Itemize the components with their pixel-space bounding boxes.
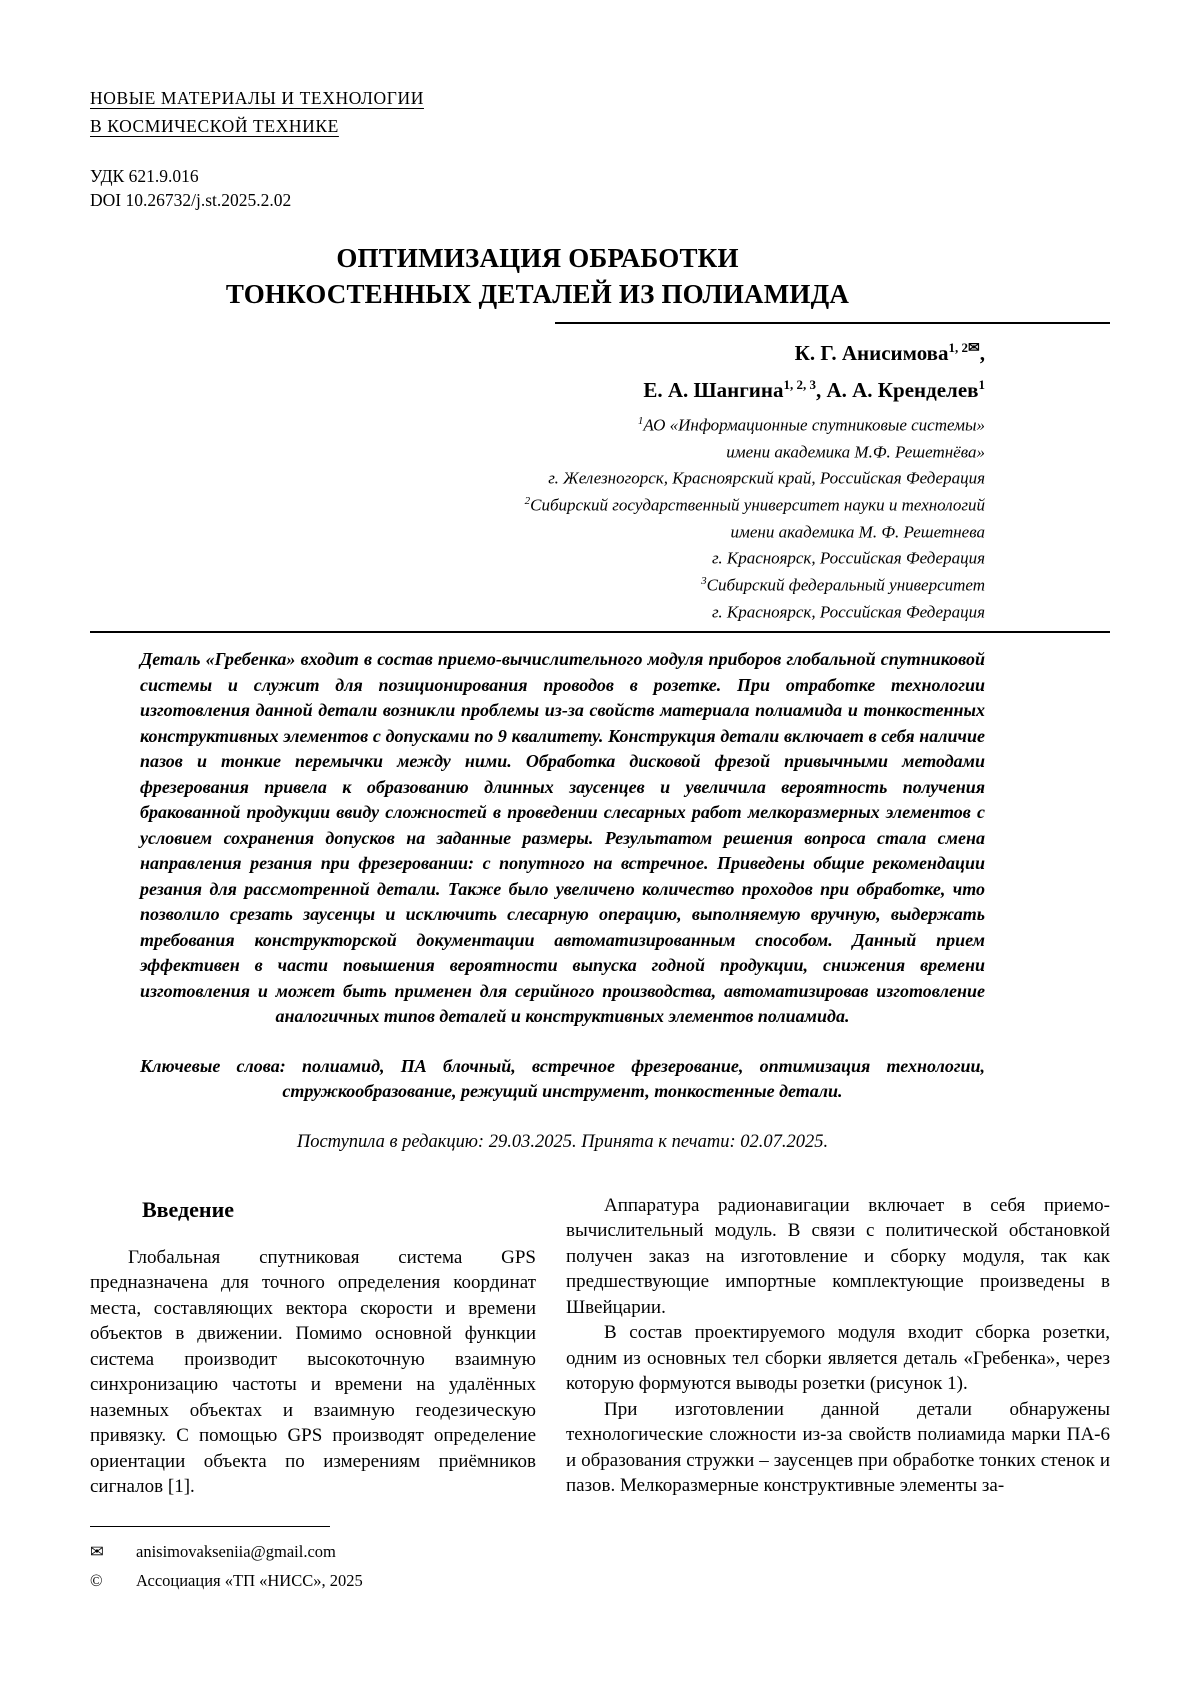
affiliation-text: г. Красноярск, Российская Федерация — [712, 548, 985, 568]
author-affil-sup-1: 1, 2 — [948, 340, 969, 355]
affiliation-text: имени академика М.Ф. Решетнёва» — [726, 442, 985, 462]
copyright-icon: © — [90, 1570, 103, 1590]
affiliation-text: АО «Информационные спутниковые системы» — [643, 415, 985, 435]
affiliation-text: Сибирский федеральный университет — [706, 575, 985, 595]
author-affil-sup-3: 1 — [978, 377, 985, 392]
author-name-3: А. А. Кренделев — [826, 378, 979, 402]
abstract-text: Деталь «Гребенка» входит в состав приемо-вычислительного модуля приборов глобальной спутниковой системы и служит для позиционирования проводов в розетке. При отработке технологии изготовления данной детали возникли проблемы из-за свойств материала полиамида и тонкостенных конструктивных элементов с допусками по 9 квалитету. Конструкция детали включает в себя наличие пазов и тонкие перемычки между ними. Обработка дисковой фрезой привычными методами фрезерования привела к образованию длинных заусенцев и увеличила вероятность получения бракованной продукции ввиду сложностей в проведении слесарных работ мелкоразмерных элементов с условием сохранения допусков на заданные размеры. Результатом решения вопроса стала смена направления резания при фрезеровании: с попутного на встречное. Приведены общие рекомендации резания для рассмотренной детали. Также было увеличено количество проходов при обработке, что позволило срезать заусенцы и исключить слесарную операцию, выполняемую вручную, выдержать требования конструкторской документации автоматизированным способом. Данный прием эффективен в части повышения вероятности выпуска годной продукции, снижения времени изготовления и может быть применен для серийного производства, автоматизировав изготовление аналогичных типов деталей и конструктивных элементов полиамида. — [140, 649, 985, 1027]
abstract-block — [90, 647, 985, 1155]
left-column — [90, 1193, 536, 1595]
affiliation-sup: 3 — [701, 574, 707, 587]
article-title — [90, 240, 985, 312]
right-column-paragraph-3: При изготовлении данной детали обнаружены технологические сложности из-за свойств полиамида марки ПА-6 и образования стружки – заусенцев при обработке тонких стенок и пазов. Мелкоразмерные конструктивные элементы за- — [566, 1398, 1110, 1497]
affiliation-line-2 — [90, 437, 985, 464]
authors-affiliations-block — [90, 332, 985, 623]
journal-header — [90, 84, 1110, 140]
author-name-1: К. Г. Анисимова — [794, 341, 949, 365]
affiliation-text: г. Железногорск, Красноярский край, Российская Федерация — [548, 468, 985, 488]
two-column-body — [90, 1193, 1110, 1595]
doi-code: DOI 10.26732/j.st.2025.2.02 — [90, 190, 292, 210]
author-affil-sup-2: 1, 2, 3 — [783, 377, 816, 392]
footnote-block — [90, 1500, 536, 1595]
author-line-1-tail: , — [979, 341, 985, 365]
affiliation-sup: 1 — [637, 415, 644, 427]
intro-paragraph: Глобальная спутниковая система GPS предназначена для точного определения координат места, составляющих вектора скорости и времени объектов в движении. Помимо основной функции система производит высокоточную взаимную синхронизацию частоты и времени на удалённых наземных объектах и взаимную геодезическую привязку. С помощью GPS производят определение ориентации объекта по измерениям приёмников сигналов [1]. — [90, 1246, 536, 1498]
author-line-2 — [90, 369, 985, 406]
affiliations-block — [90, 410, 985, 623]
right-column — [566, 1193, 1110, 1595]
affiliation-text: г. Красноярск, Российская Федерация — [712, 602, 985, 622]
affiliation-line-4 — [90, 490, 985, 517]
right-column-paragraph-2: В состав проектируемого модуля входит сборка розетки, одним из основных тел сборки является деталь «Гребенка», через которую формуются выводы розетки (рисунок 1). — [566, 1322, 1110, 1395]
affiliation-line-5 — [90, 517, 985, 544]
authors-block — [90, 332, 985, 406]
article-meta — [90, 164, 1110, 212]
affiliation-line-7 — [90, 570, 985, 597]
corresponding-author-icon: ✉ — [968, 341, 980, 356]
received-dates: Поступила в редакцию: 29.03.2025. Принята к печати: 02.07.2025. — [296, 1131, 829, 1152]
affiliation-text: Сибирский государственный университет науки и технологий — [530, 495, 985, 515]
udc-code: УДК 621.9.016 — [90, 166, 199, 186]
copyright-text: Ассоциация «ТП «НИСС», 2025 — [136, 1570, 363, 1590]
article-title-line-2: ТОНКОСТЕННЫХ ДЕТАЛЕЙ ИЗ ПОЛИАМИДА — [225, 279, 850, 309]
footnote-email-row — [90, 1537, 536, 1566]
separator-rule — [90, 631, 1110, 633]
authors-rule — [555, 322, 1110, 324]
affiliation-sup: 2 — [524, 494, 531, 507]
footnote-rule — [90, 1526, 330, 1527]
keywords-text: Ключевые слова: полиамид, ПА блочный, встречное фрезерование, оптимизация технологии, стружкообразование, режущий инструмент, тонкостенные детали. — [140, 1055, 985, 1102]
affiliation-line-6 — [90, 543, 985, 570]
affiliation-line-1 — [90, 410, 985, 437]
affiliation-text: имени академика М. Ф. Решетнева — [730, 522, 985, 542]
footnote-copyright-row — [90, 1566, 536, 1595]
affiliation-line-8 — [90, 597, 985, 624]
intro-heading: Введение — [142, 1196, 235, 1222]
title-block — [90, 240, 985, 312]
right-column-paragraph-1: Аппаратура радионавигации включает в себя приемо-вычислительный модуль. В связи с политической обстановкой получен заказ на изготовление и сборку модуля, так как предшествующие импортные комплектующие произведены в Швейцарии. — [566, 1194, 1110, 1318]
author-line-1 — [90, 332, 985, 369]
author-name-2: Е. А. Шангина — [643, 378, 784, 402]
email-icon: ✉ — [90, 1541, 104, 1561]
email-address[interactable]: anisimovakseniia@gmail.com — [136, 1541, 336, 1561]
affiliation-line-3 — [90, 463, 985, 490]
journal-header-line-1: НОВЫЕ МАТЕРИАЛЫ И ТЕХНОЛОГИИ — [90, 88, 424, 108]
article-title-line-1: ОПТИМИЗАЦИЯ ОБРАБОТКИ — [336, 243, 739, 273]
author-separator: , — [815, 378, 827, 402]
journal-header-line-2: В КОСМИЧЕСКОЙ ТЕХНИКЕ — [90, 116, 339, 136]
